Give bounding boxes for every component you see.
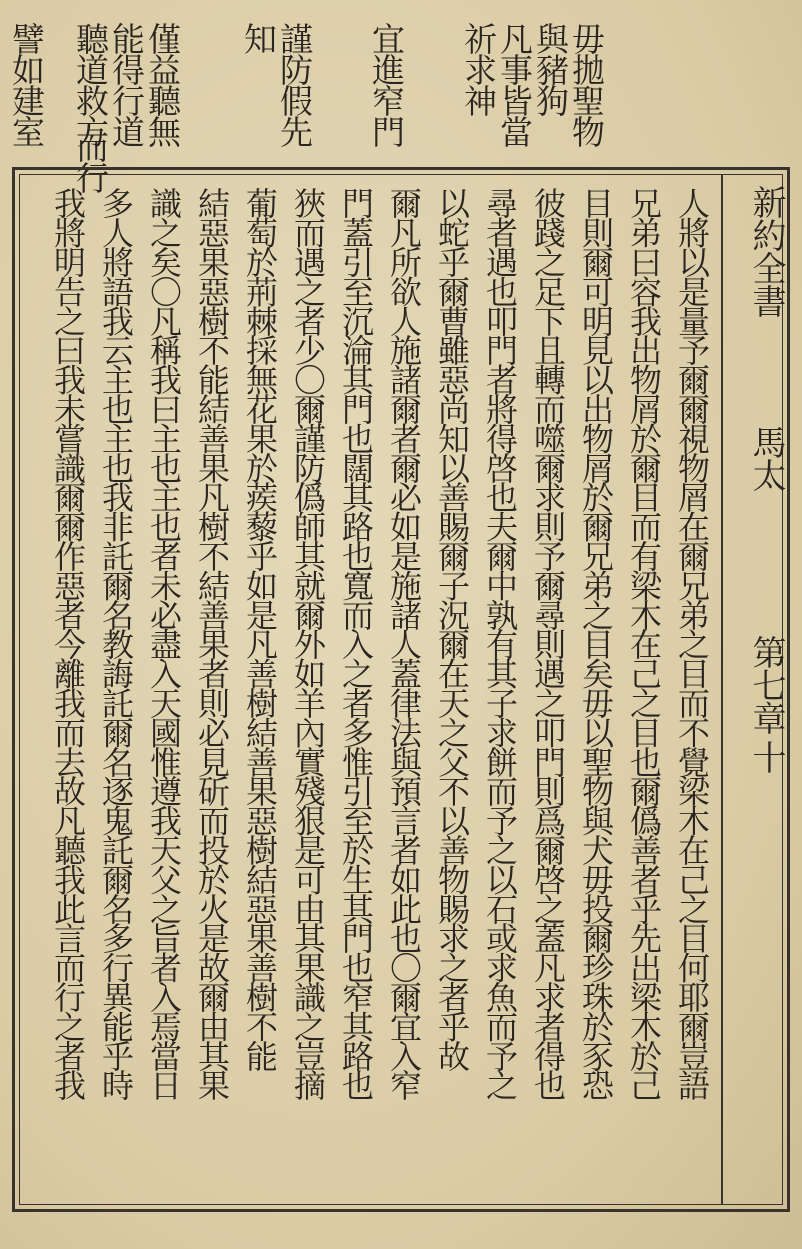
text-column: 以蛇乎爾曹雖惡尚知以善賜爾子況爾在天之父不以善物賜求之者乎故 <box>433 187 471 1070</box>
note-column: 能得行道 <box>107 22 146 146</box>
text-column: 爾凡所欲人施諸爾者爾必如是施諸人蓋律法與預言者如此也〇爾宜入窄 <box>385 187 423 1099</box>
body-text <box>40 187 720 1207</box>
header-divider <box>721 175 723 1204</box>
gospel-name: 馬太 <box>746 425 786 491</box>
text-column: 目則爾可明見以出物屑於爾兄弟之目矣毋以聖物與犬毋投爾珍珠於豕恐 <box>577 187 615 1099</box>
text-column: 彼踐之足下且轉而噬爾求則予爾尋則遇之叩門則爲爾啓之蓋凡求者得也 <box>529 187 567 1099</box>
text-column: 狹而遇之者少〇爾謹防僞師其就爾外如羊內實殘狠是可由其果識之豈摘 <box>289 187 327 1099</box>
marginal-notes <box>7 22 608 192</box>
note-column: 知 <box>239 22 278 53</box>
text-column: 兄弟曰容我出物屑於爾目而有梁木在己之目也爾僞善者乎先出梁木於己 <box>625 187 663 1099</box>
text-column: 人將以是量予爾爾視物屑在爾兄弟之目而不覺梁木在己之目何耶爾豈語 <box>673 187 711 1099</box>
book-title: 新約全書 <box>746 185 786 317</box>
text-column: 識之矣〇凡稱我曰主也主也者未必盡入天國惟遵我天父之旨者入焉當日 <box>145 187 183 1099</box>
text-frame <box>12 167 790 1212</box>
page-number: 十 <box>746 740 786 773</box>
note-column: 毋拋聖物 <box>567 22 606 146</box>
text-column: 門蓋引至沉淪其門也闊其路也寬而入之者多惟引至於生其門也窄其路也 <box>337 187 375 1099</box>
note-column: 聽道救方 <box>71 22 110 146</box>
note-column: 祈求神 <box>459 22 498 115</box>
note-column: 譬如建室 <box>7 22 46 146</box>
note-column: 凡事皆當 <box>495 22 534 146</box>
text-column: 我將明告之曰我未嘗識爾爾作惡者今離我而去故凡聽我此言而行之者我 <box>49 187 87 1099</box>
text-column: 尋者遇也叩門者將得啓也夫爾中孰有其子求餅而予之以石或求魚而予之 <box>481 187 519 1099</box>
note-column: 而行 <box>71 130 110 192</box>
text-frame-inner-border <box>19 174 786 1205</box>
text-column: 結惡果惡樹不能結善果凡樹不結善果者則必見斫而投於火是故爾由其果 <box>193 187 231 1099</box>
text-column: 多人將語我云主也主也我非託爾名教誨託爾名逐鬼託爾名多行異能乎時 <box>97 187 135 1099</box>
note-column: 與豬狗 <box>531 22 570 115</box>
text-column: 葡萄於荊棘採無花果於蒺藜乎如是凡善樹結善果惡樹結惡果善樹不能 <box>241 187 279 1070</box>
note-column: 謹防假先 <box>275 22 314 146</box>
note-column: 宜進窄門 <box>367 22 406 146</box>
note-column: 僅益聽無 <box>143 22 182 146</box>
chapter-label: 第七章 <box>746 635 786 734</box>
